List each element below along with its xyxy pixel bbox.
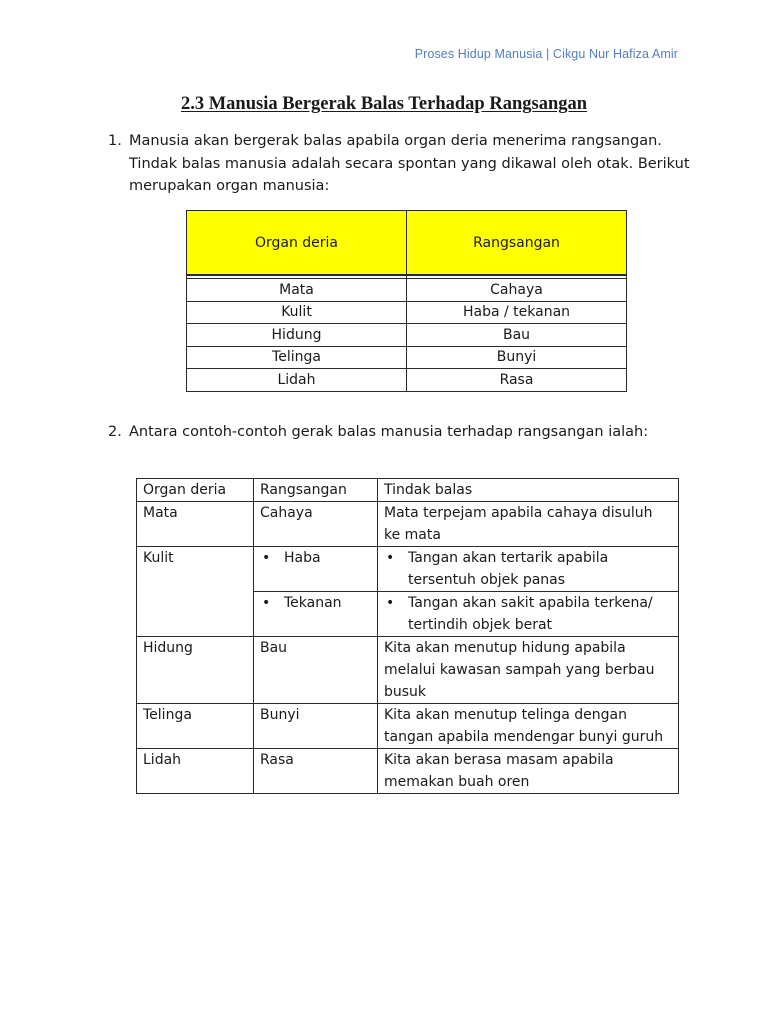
page-title: 2.3 Manusia Bergerak Balas Terhadap Rangsangan — [180, 94, 588, 114]
table-cell: Kita akan menutup telinga dengan tangan apabila mendengar bunyi guruh — [378, 704, 679, 749]
table-cell: Mata — [137, 502, 254, 547]
table-row — [137, 704, 679, 749]
table-cell: Kulit — [137, 547, 254, 637]
table-cell: Bunyi — [407, 346, 627, 369]
table-cell: Telinga — [137, 704, 254, 749]
table-cell: Lidah — [187, 369, 407, 392]
bullet-cell: • Tangan akan tertarik apabila tersentuh objek panas — [378, 547, 679, 592]
header-tindak-balas: Tindak balas — [378, 479, 679, 502]
header-organ-deria: Organ deria — [187, 211, 407, 276]
table-cell: Bau — [254, 637, 378, 704]
table-cell: Cahaya — [407, 279, 627, 302]
table-row — [187, 369, 627, 392]
paragraph-1 — [108, 130, 698, 198]
response-table — [136, 478, 679, 794]
paragraph-2 — [108, 421, 698, 444]
paragraph-text: Antara contoh-contoh gerak balas manusia terhadap rangsangan ialah: — [129, 424, 649, 440]
header-rangsangan: Rangsangan — [407, 211, 627, 276]
table-row — [187, 346, 627, 369]
bullet-cell: • Tangan akan sakit apabila terkena/ tertindih objek berat — [378, 592, 679, 637]
table-cell: Mata terpejam apabila cahaya disuluh ke mata — [378, 502, 679, 547]
table-cell: Bau — [407, 324, 627, 347]
table-row — [187, 279, 627, 302]
table-cell: Rasa — [254, 749, 378, 794]
header-rangsangan: Rangsangan — [254, 479, 378, 502]
table-cell: Cahaya — [254, 502, 378, 547]
table-row — [137, 547, 679, 592]
sense-organ-table — [186, 210, 627, 392]
bullet-cell: • Tekanan — [254, 592, 378, 637]
table-cell: Kita akan berasa masam apabila memakan buah oren — [378, 749, 679, 794]
table-cell: Haba / tekanan — [407, 301, 627, 324]
bullet-cell: • Haba — [254, 547, 378, 592]
table-cell: Hidung — [187, 324, 407, 347]
running-header: Proses Hidup Manusia | Cikgu Nur Hafiza Amir — [414, 47, 678, 61]
header-organ-deria: Organ deria — [137, 479, 254, 502]
table-header-row — [137, 479, 679, 502]
table-cell: Kita akan menutup hidung apabila melalui kawasan sampah yang berbau busuk — [378, 637, 679, 704]
table-cell: Hidung — [137, 637, 254, 704]
table-row — [137, 502, 679, 547]
table-cell: Rasa — [407, 369, 627, 392]
paragraph-number: 2. — [108, 424, 122, 440]
table-row — [137, 749, 679, 794]
table-cell: Mata — [187, 279, 407, 302]
table-row — [187, 324, 627, 347]
table-cell: Bunyi — [254, 704, 378, 749]
table-row — [187, 301, 627, 324]
table-row — [137, 637, 679, 704]
table-header-row — [187, 211, 627, 276]
table-cell: Lidah — [137, 749, 254, 794]
table-cell: Telinga — [187, 346, 407, 369]
table-cell: Kulit — [187, 301, 407, 324]
paragraph-number: 1. — [108, 133, 122, 149]
paragraph-text: Manusia akan bergerak balas apabila organ deria menerima rangsangan. Tindak balas manusia adalah secara spontan yang dikawal oleh otak. Berikut merupakan organ manusia: — [129, 133, 690, 194]
